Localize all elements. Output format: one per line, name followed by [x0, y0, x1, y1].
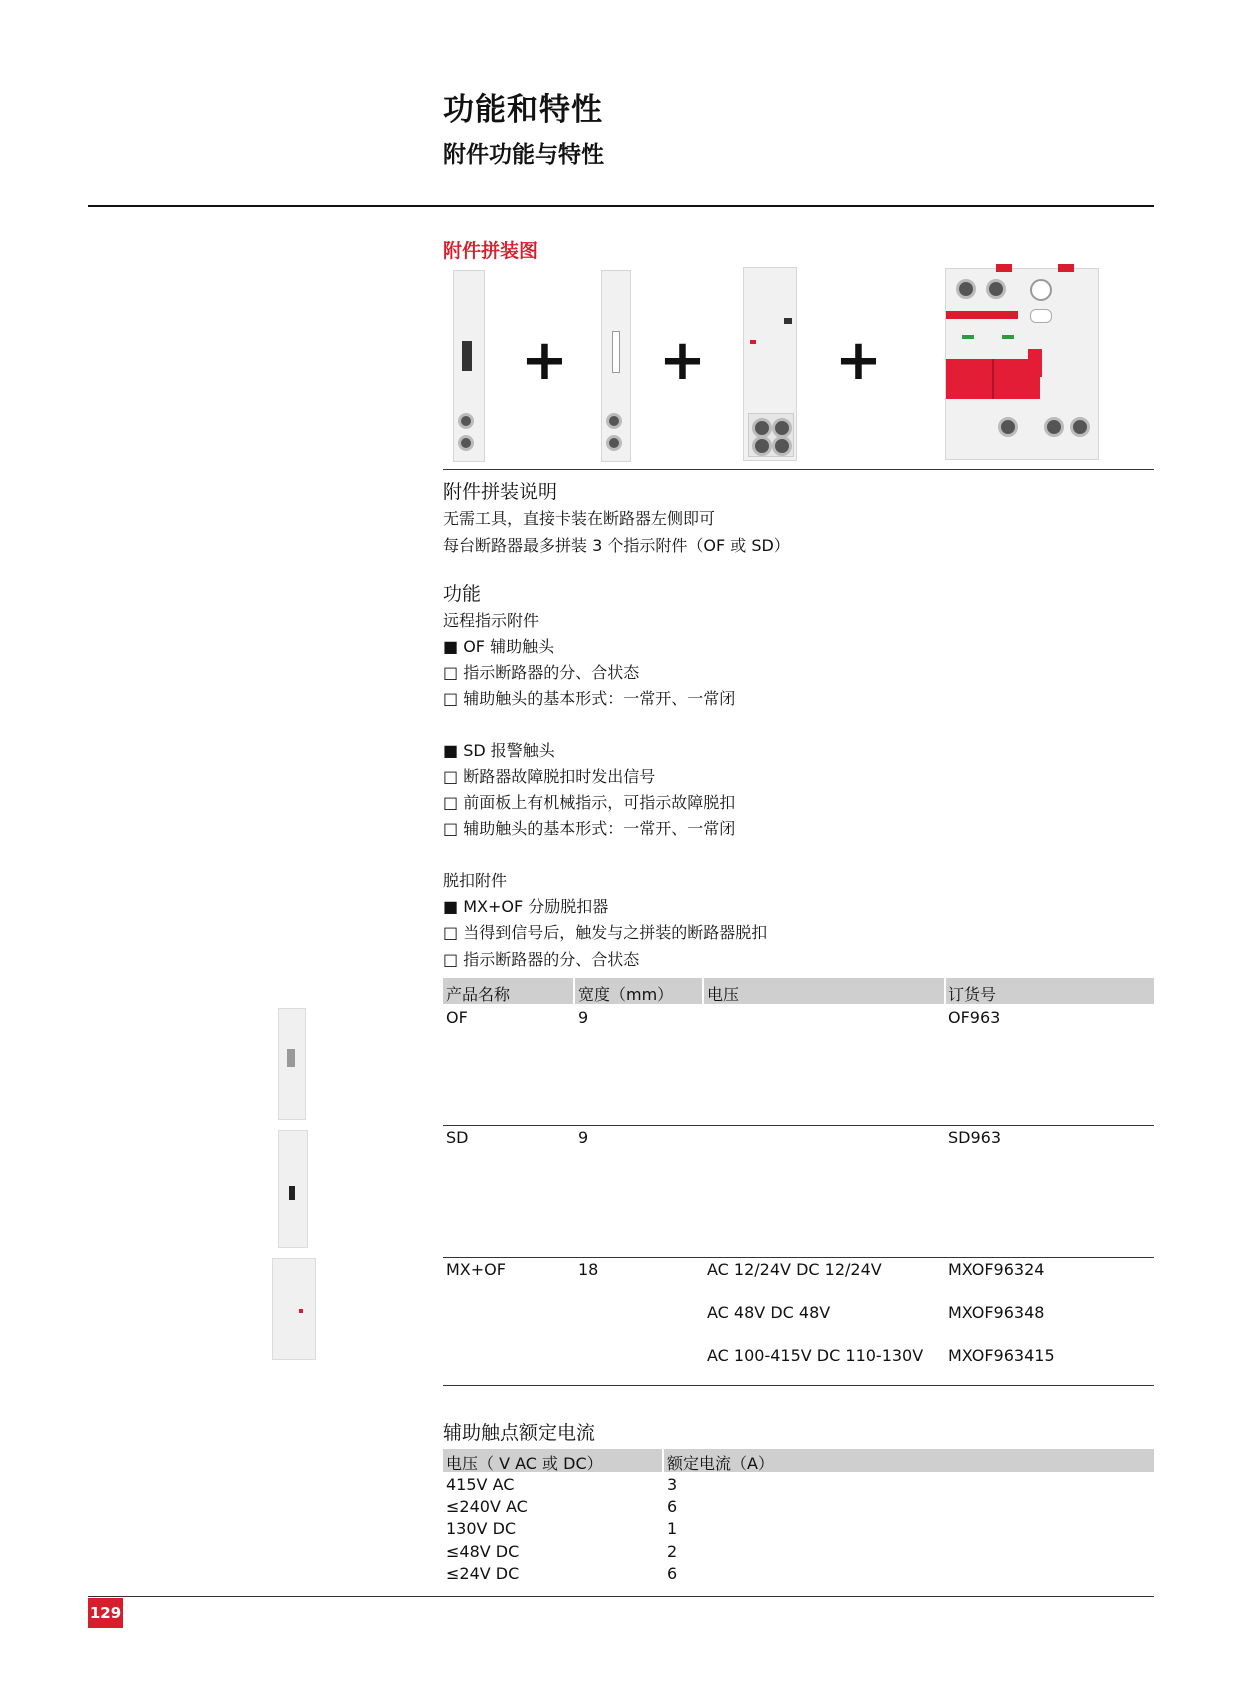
assembly-desc-title: 附件拼装说明 [443, 481, 558, 503]
of-product-thumbnail [278, 1008, 306, 1120]
row-divider [443, 1257, 1154, 1258]
trip-accessory-title: 脱扣附件 [443, 871, 508, 890]
assembly-desc-line: 每台断路器最多拼装 3 个指示附件（OF 或 SD） [443, 536, 790, 555]
current-cell-value: 6 [667, 1564, 678, 1583]
current-cell-voltage: ≤24V DC [446, 1564, 520, 1583]
of-sub-item: □ 指示断路器的分、合状态 [443, 663, 640, 682]
table-cell-name: MX+OF [446, 1260, 506, 1279]
sd-sub-item: □ 断路器故障脱扣时发出信号 [443, 767, 656, 786]
current-cell-voltage: ≤240V AC [446, 1497, 528, 1516]
current-cell-voltage: 130V DC [446, 1519, 517, 1538]
col-header-name: 产品名称 [446, 985, 511, 1004]
plus-sign-2: + [659, 328, 706, 393]
assembly-figure [443, 265, 1154, 465]
header-divider [88, 205, 1154, 207]
current-cell-voltage: ≤48V DC [446, 1542, 520, 1561]
table-cell-width: 9 [578, 1008, 589, 1027]
current-cell-value: 6 [667, 1497, 678, 1516]
col-header-current: 额定电流（A） [667, 1454, 774, 1473]
table-cell-name: SD [446, 1128, 469, 1147]
sd-sub-item: □ 辅助触头的基本形式：一常开、一常闭 [443, 819, 736, 838]
page-number: 129 [88, 1598, 123, 1628]
table-cell-width: 18 [578, 1260, 599, 1279]
mx-sub-item: □ 指示断路器的分、合状态 [443, 950, 640, 969]
assembly-desc-line: 无需工具，直接卡装在断路器左侧即可 [443, 509, 716, 528]
plus-sign-1: + [521, 328, 568, 393]
table-cell-order: MXOF96324 [948, 1260, 1045, 1279]
table-cell-voltage: AC 48V DC 48V [707, 1303, 831, 1322]
footer-divider [88, 1596, 1154, 1597]
mx-sub-item: □ 当得到信号后，触发与之拼装的断路器脱扣 [443, 923, 768, 942]
current-cell-value: 3 [667, 1475, 678, 1494]
row-divider [443, 1125, 1154, 1126]
of-module-image [453, 270, 485, 462]
row-divider [443, 1385, 1154, 1386]
col-header-voltage: 电压 [707, 985, 740, 1004]
of-sub-item: □ 辅助触头的基本形式：一常开、一常闭 [443, 689, 736, 708]
current-cell-value: 1 [667, 1519, 678, 1538]
of-item: ■ OF 辅助触头 [443, 637, 555, 656]
col-header-voltage: 电压（ V AC 或 DC） [446, 1454, 603, 1473]
table-cell-width: 9 [578, 1128, 589, 1147]
product-table-header [443, 978, 1154, 1004]
table-cell-order: OF963 [948, 1008, 1001, 1027]
col-header-width: 宽度（mm） [578, 985, 674, 1004]
sd-product-thumbnail [278, 1130, 308, 1248]
assembly-divider [443, 469, 1154, 470]
current-cell-value: 2 [667, 1542, 678, 1561]
functions-title: 功能 [443, 583, 482, 605]
current-table-title: 辅助触点额定电流 [443, 1422, 596, 1444]
sd-sub-item: □ 前面板上有机械指示，可指示故障脱扣 [443, 793, 736, 812]
plus-sign-3: + [835, 328, 882, 393]
table-cell-voltage: AC 12/24V DC 12/24V [707, 1260, 882, 1279]
table-cell-order: SD963 [948, 1128, 1002, 1147]
current-cell-voltage: 415V AC [446, 1475, 515, 1494]
mx-item: ■ MX+OF 分励脱扣器 [443, 897, 609, 916]
table-cell-order: MXOF963415 [948, 1346, 1055, 1365]
sd-module-image [601, 270, 631, 462]
circuit-breaker-image [945, 268, 1099, 460]
page-subtitle: 附件功能与特性 [443, 142, 604, 168]
remote-indication-title: 远程指示附件 [443, 611, 540, 630]
table-cell-order: MXOF96348 [948, 1303, 1045, 1322]
assembly-diagram-title: 附件拼装图 [443, 240, 539, 262]
table-cell-voltage: AC 100-415V DC 110-130V [707, 1346, 924, 1365]
mxof-module-image [743, 267, 797, 461]
page-title: 功能和特性 [443, 92, 603, 128]
table-cell-name: OF [446, 1008, 468, 1027]
mxof-product-thumbnail [272, 1258, 316, 1360]
sd-item: ■ SD 报警触头 [443, 741, 555, 760]
col-header-order: 订货号 [948, 985, 997, 1004]
